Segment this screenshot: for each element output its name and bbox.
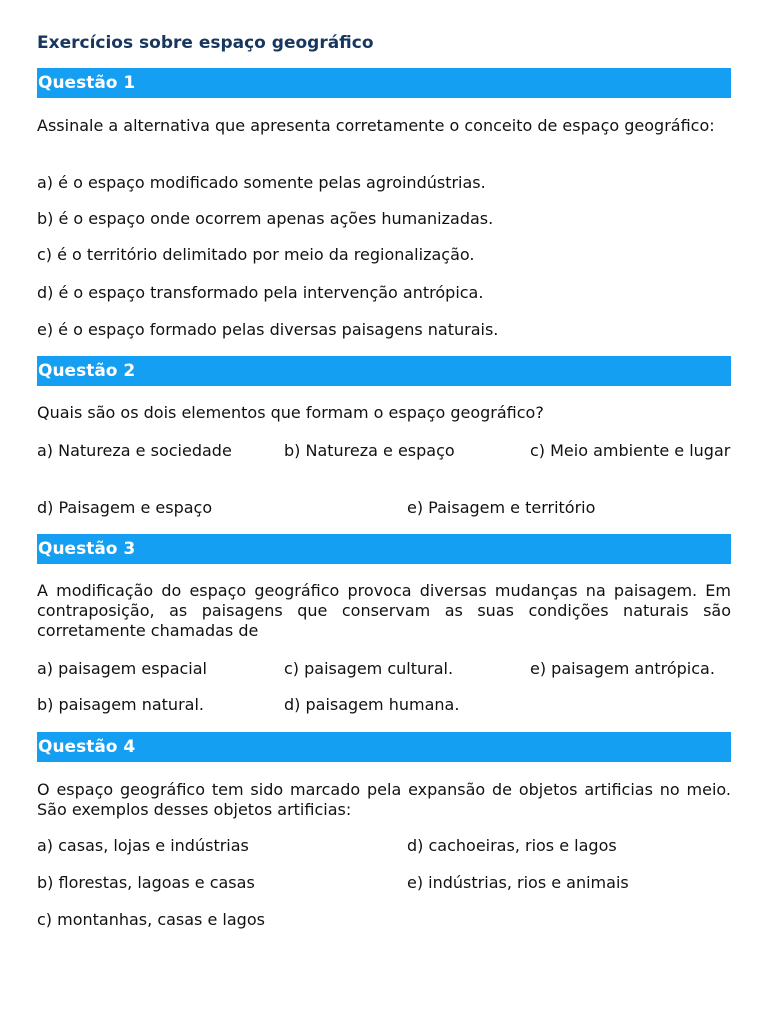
question-3-header: Questão 3 [37, 534, 731, 564]
question-3-option-d: d) paisagem humana. [284, 695, 460, 714]
question-3-option-a: a) paisagem espacial [37, 659, 207, 678]
question-1-option-d: d) é o espaço transformado pela intervenção antrópica. [37, 283, 484, 302]
question-1-prompt: Assinale a alternativa que apresenta corretamente o conceito de espaço geográfico: [37, 116, 715, 135]
question-2-header: Questão 2 [37, 356, 731, 386]
question-4-header: Questão 4 [37, 732, 731, 762]
question-4-option-c: c) montanhas, casas e lagos [37, 910, 265, 929]
question-4-option-a: a) casas, lojas e indústrias [37, 836, 249, 855]
question-1-option-a: a) é o espaço modificado somente pelas agroindústrias. [37, 173, 486, 192]
question-4-prompt: O espaço geográfico tem sido marcado pela expansão de objetos artificias no meio. São exemplos desses objetos artificias: [37, 780, 731, 819]
question-2-option-d: d) Paisagem e espaço [37, 498, 213, 517]
page-title: Exercícios sobre espaço geográfico [37, 33, 374, 53]
question-1-header: Questão 1 [37, 68, 731, 98]
question-3-prompt: A modificação do espaço geográfico provoca diversas mudanças na paisagem. Em contraposição, as paisagens que conservam as suas condições naturais são corretamente chamadas de [37, 581, 731, 640]
question-2-option-a: a) Natureza e sociedade [37, 441, 232, 460]
question-3-option-e: e) paisagem antrópica. [530, 659, 715, 678]
question-1-option-e: e) é o espaço formado pelas diversas paisagens naturais. [37, 320, 499, 339]
question-2-prompt: Quais são os dois elementos que formam o espaço geográfico? [37, 403, 544, 422]
question-1-option-b: b) é o espaço onde ocorrem apenas ações humanizadas. [37, 209, 494, 228]
question-4-option-e: e) indústrias, rios e animais [407, 873, 629, 892]
question-2-option-e: e) Paisagem e território [407, 498, 596, 517]
question-3-option-b: b) paisagem natural. [37, 695, 204, 714]
question-4-option-d: d) cachoeiras, rios e lagos [407, 836, 617, 855]
question-2-option-b: b) Natureza e espaço [284, 441, 455, 460]
question-2-option-c: c) Meio ambiente e lugar [530, 441, 731, 460]
question-1-option-c: c) é o território delimitado por meio da regionalização. [37, 245, 475, 264]
question-3-option-c: c) paisagem cultural. [284, 659, 454, 678]
question-4-option-b: b) florestas, lagoas e casas [37, 873, 255, 892]
